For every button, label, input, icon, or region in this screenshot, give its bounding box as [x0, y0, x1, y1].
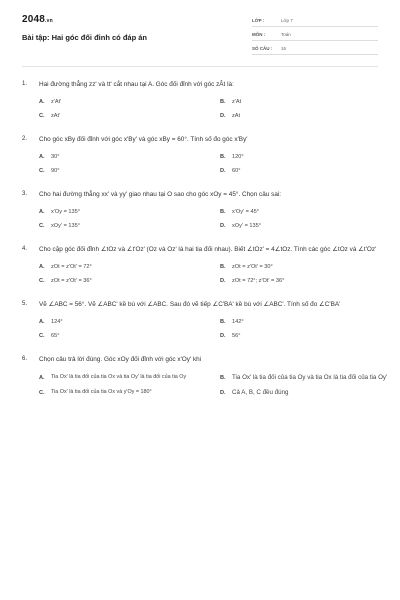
option-letter: C. [39, 333, 45, 339]
option-text: 120° [232, 154, 244, 160]
meta-row-subject [252, 28, 378, 41]
worksheet-title: Bài tập: Hai góc đối đỉnh có đáp án [22, 33, 148, 42]
option-text: zOt = z'Ot' = 36° [51, 278, 92, 284]
answer-options [22, 263, 378, 285]
option-text: zAt [232, 113, 241, 119]
option-text: z'At' [51, 99, 62, 105]
logo-main: 2048 [22, 14, 46, 25]
question-number: 5. [22, 301, 28, 307]
option-letter: B. [220, 154, 226, 160]
answer-option-c[interactable] [39, 277, 214, 285]
answer-options [22, 153, 378, 175]
answer-options [22, 208, 378, 230]
answer-option-d[interactable] [220, 222, 395, 230]
question-4 [22, 245, 378, 285]
question-text: Cho hai đường thẳng xx' và yy' giao nhau tại O sao cho góc xOy = 45°. Chọn câu sai: [39, 191, 282, 198]
meta-label: SỐ CÂU : [252, 45, 273, 51]
answer-option-b[interactable] [220, 208, 395, 216]
option-text: x'Oy = 135° [51, 209, 80, 215]
question-text: Vẽ ∠ABC = 56°. Vẽ ∠ABC' kề bù với ∠ABC. Sau đó vẽ tiếp ∠C'BA' kề bù với ∠ABC'. Tính số đo ∠C'BA' [39, 301, 341, 308]
option-text: xOy' = 135° [51, 223, 80, 229]
answer-option-d[interactable] [220, 332, 395, 340]
option-letter: A. [39, 319, 45, 325]
question-3 [22, 190, 378, 230]
answer-option-c[interactable] [39, 167, 214, 175]
answer-option-d[interactable] [220, 167, 395, 175]
option-letter: B. [220, 264, 226, 270]
option-letter: A. [39, 154, 45, 160]
option-letter: C. [39, 389, 45, 396]
meta-row-count [252, 42, 378, 55]
option-letter: C. [39, 113, 45, 119]
answer-option-a[interactable] [39, 318, 214, 326]
option-letter: B. [220, 209, 226, 215]
answer-option-b[interactable] [220, 318, 395, 326]
answer-option-b[interactable] [220, 263, 395, 271]
meta-value: Lớp 7 [281, 17, 293, 23]
option-letter: D. [220, 389, 226, 396]
question-text: Cho góc xBy đối đỉnh với góc x'By' và góc xBy = 60°. Tính số đo góc x'By' [39, 136, 248, 143]
option-letter: C. [39, 168, 45, 174]
meta-label: MÔN : [252, 31, 266, 37]
option-letter: A. [39, 209, 45, 215]
option-text: Cả A, B, C đều đúng [232, 389, 289, 396]
page-header [0, 0, 400, 62]
meta-row-grade [252, 14, 378, 27]
answer-option-d[interactable] [220, 112, 395, 120]
answer-option-c[interactable] [39, 332, 214, 340]
question-number: 1. [22, 81, 28, 87]
option-letter: A. [39, 264, 45, 270]
option-letter: B. [220, 374, 226, 381]
option-text: z'At [232, 99, 242, 105]
meta-label: LỚP : [252, 17, 265, 23]
option-text: 56° [232, 333, 241, 339]
answer-options [22, 373, 388, 397]
option-text: 142° [232, 319, 244, 325]
option-letter: D. [220, 168, 226, 174]
option-text: 65° [51, 333, 60, 339]
option-text: Tia Ox' là tia đối của tia Ox và y'Oy = 180° [51, 388, 152, 395]
option-text: 90° [51, 168, 60, 174]
option-letter: A. [39, 374, 45, 381]
option-text: 30° [51, 154, 60, 160]
option-letter: D. [220, 278, 226, 284]
option-text: zOt = z'Ot' = 72° [51, 264, 92, 270]
question-text: Cho cặp góc đối đỉnh ∠tOz và ∠t'Oz' (Oz và Oz' là hai tia đối nhau). Biết ∠tOz' = 4∠tOz. Tính các góc ∠tOz và ∠t'Oz' [39, 246, 377, 253]
option-letter: B. [220, 99, 226, 105]
logo-suffix: .vn [45, 18, 53, 24]
meta-value: 16 [281, 45, 287, 51]
option-letter: A. [39, 99, 45, 105]
worksheet-meta [252, 14, 378, 56]
question-5 [22, 300, 378, 340]
question-6 [22, 355, 388, 397]
answer-option-a[interactable] [39, 208, 214, 216]
answer-option-a[interactable] [39, 153, 214, 161]
option-letter: D. [220, 223, 226, 229]
meta-value: Toán [281, 31, 291, 37]
option-text: zAt' [51, 113, 61, 119]
site-logo[interactable] [22, 14, 53, 25]
header-divider [22, 66, 378, 67]
answer-option-b[interactable] [220, 98, 395, 106]
answer-option-c[interactable] [39, 112, 214, 120]
question-number: 4. [22, 246, 28, 252]
option-letter: C. [39, 278, 45, 284]
option-text: 124° [51, 319, 63, 325]
option-text: xOy' = 135° [232, 223, 261, 229]
answer-option-b[interactable] [220, 153, 395, 161]
question-1 [22, 80, 378, 120]
question-2 [22, 135, 378, 175]
answer-option-b[interactable] [220, 373, 395, 382]
option-text: zOt = z'Ot' = 30° [232, 264, 273, 270]
option-text: 60° [232, 168, 241, 174]
answer-option-a[interactable] [39, 373, 214, 382]
option-text: Tia Ox' là tia đối của tia Ox và tia Oy' là tia đối của tia Oy [51, 373, 187, 380]
answer-option-a[interactable] [39, 263, 214, 271]
answer-option-d[interactable] [220, 388, 395, 397]
answer-options [22, 98, 378, 120]
option-text: x'Oy' = 45° [232, 209, 259, 215]
question-number: 6. [22, 356, 28, 362]
question-number: 3. [22, 191, 28, 197]
answer-options [22, 318, 378, 340]
option-letter: C. [39, 223, 45, 229]
answer-option-c[interactable] [39, 388, 214, 397]
question-list [22, 80, 388, 412]
option-letter: D. [220, 113, 226, 119]
answer-option-d[interactable] [220, 277, 395, 285]
option-letter: D. [220, 333, 226, 339]
option-text: Tia Ox' là tia đối của tia Oy và tia Ox là tia đối của tia Oy' [232, 374, 388, 381]
option-letter: B. [220, 319, 226, 325]
answer-option-a[interactable] [39, 98, 214, 106]
option-text: zOt = 72°; z'Ot' = 36° [232, 278, 285, 284]
answer-option-c[interactable] [39, 222, 214, 230]
question-text: Chọn câu trả lời đúng. Góc xOy đối đỉnh với góc x'Oy' khi [39, 356, 202, 363]
question-text: Hai đường thẳng zz' và tt' cắt nhau tại A. Góc đối đỉnh với góc zÂt là: [39, 81, 234, 88]
question-number: 2. [22, 136, 28, 142]
